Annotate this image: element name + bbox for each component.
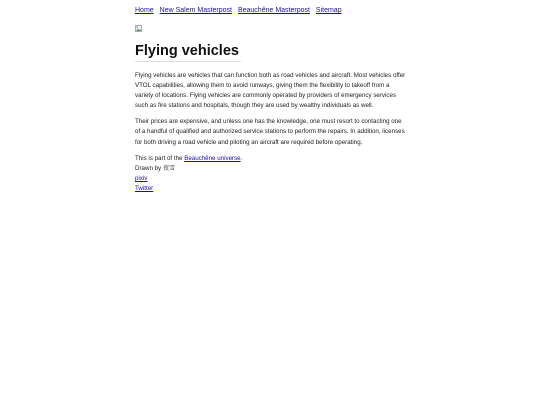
pixiv-line: [135, 174, 407, 184]
drawn-by-line: [135, 164, 407, 174]
nav-link-sitemap[interactable]: Sitemap: [315, 7, 342, 14]
nav-link-beauchene-masterpost[interactable]: Beauchêne Masterpost: [237, 7, 310, 14]
part-of-prefix: This is part of the: [135, 154, 185, 162]
part-of-suffix: .: [240, 154, 243, 162]
footer: [135, 154, 407, 195]
article-paragraph-1: Flying vehicles are vehicles that can function both as road vehicles and aircraft. Most vehicles offer VTOL capabilities, allowing them to avoid runways, giving them the flexibility to takeoff from a variety of locations. Flying vehicles are commonly operated by providers of emergency services such as fire stations and hospitals, though they are used by wealthy individuals as well.: [135, 72, 406, 110]
nav-link-new-salem-masterpost[interactable]: New Salem Masterpost: [159, 7, 232, 14]
page-content: [135, 6, 407, 194]
universe-link[interactable]: Beauchêne universe: [184, 154, 241, 162]
twitter-link[interactable]: Twitter: [135, 185, 154, 193]
twitter-line: [135, 184, 407, 194]
article-paragraph-2: Their prices are expensive, and unless one has the knowledge, one must resort to contacting one of a handful of qualified and authorized service stations to perform the repairs. In addition, licenses for both driving a road vehicle and piloting an aircraft are required before operating.: [135, 118, 405, 146]
page-title: Flying vehicles: [135, 43, 241, 62]
broken-image-icon: [135, 25, 142, 32]
header-image: [135, 25, 142, 32]
nav-link-home[interactable]: Home: [135, 7, 154, 14]
drawn-by-prefix: Drawn by: [135, 164, 163, 172]
artist-name: 夜雪: [162, 164, 176, 172]
top-nav: [135, 6, 407, 16]
part-of-line: [135, 154, 407, 164]
pixiv-link[interactable]: pixiv: [135, 175, 148, 183]
